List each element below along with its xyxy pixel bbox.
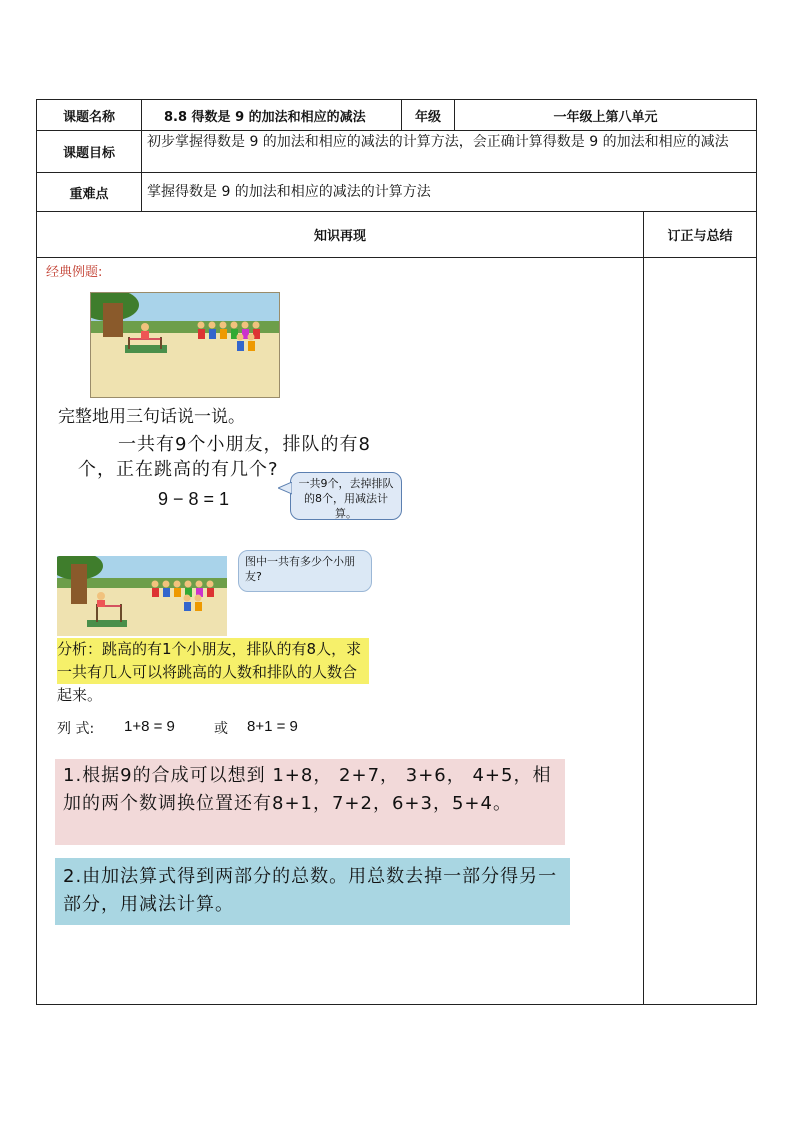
key-label: 重难点 — [69, 186, 109, 202]
note-1-text: 1.根据9的合成可以想到 1+8， 2+7， 3+6， 4+5，相加的两个数调换位置还有8+1，7+2，6+3，5+4。 — [63, 765, 552, 814]
prompt-text: 完整地用三句话说一说。 — [58, 407, 245, 427]
problem-line-2: 个，正在跳高的有几个? — [78, 459, 279, 480]
column-correction: 订正与总结 — [667, 229, 733, 244]
topic-value: 8.8 得数是 9 的加法和相应的减法 — [164, 109, 366, 125]
note-box-1 — [55, 759, 565, 845]
scene-graphic — [91, 293, 279, 397]
problem-line-1: 一共有9个小朋友，排队的有8 — [118, 434, 371, 455]
analysis-text: 分析：跳高的有1个小朋友，排队的有8人，求一共有几人可以将跳高的人数和排队的人数合起来。 — [57, 638, 369, 707]
high-jump-illustration — [90, 292, 280, 398]
formula-label: 列 式: — [57, 721, 95, 737]
example-label: 经典例题: — [46, 265, 103, 280]
goal-value: 初步掌握得数是 9 的加法和相应的减法的计算方法，会正确计算得数是 9 的加法和相应的减法 — [147, 134, 729, 150]
formula-2: 8+1 = 9 — [247, 718, 298, 735]
scene-graphic-2 — [57, 556, 227, 636]
bubble-pointer-icon — [278, 482, 292, 496]
grade-label: 年级 — [414, 109, 441, 125]
topic-label: 课题名称 — [62, 109, 115, 125]
high-jump-illustration-2 — [57, 556, 227, 636]
formula-or: 或 — [214, 721, 228, 737]
equation-1: 9 − 8 = 1 — [158, 489, 230, 509]
note-box-2 — [55, 858, 570, 925]
column-knowledge: 知识再现 — [313, 229, 366, 244]
grade-value: 一年级上第八单元 — [553, 109, 658, 125]
goal-label: 课题目标 — [62, 146, 115, 161]
formula-1: 1+8 = 9 — [124, 718, 175, 735]
key-value: 掌握得数是 9 的加法和相应的减法的计算方法 — [147, 184, 431, 200]
speech-bubble-1: 一共9个，去掉排队的8个，用减法计算。 — [290, 472, 402, 520]
note-2-text: 2.由加法算式得到两部分的总数。用总数去掉一部分得另一部分，用减法计算。 — [63, 866, 558, 915]
speech-bubble-2: 图中一共有多少个小朋友? — [238, 550, 372, 592]
